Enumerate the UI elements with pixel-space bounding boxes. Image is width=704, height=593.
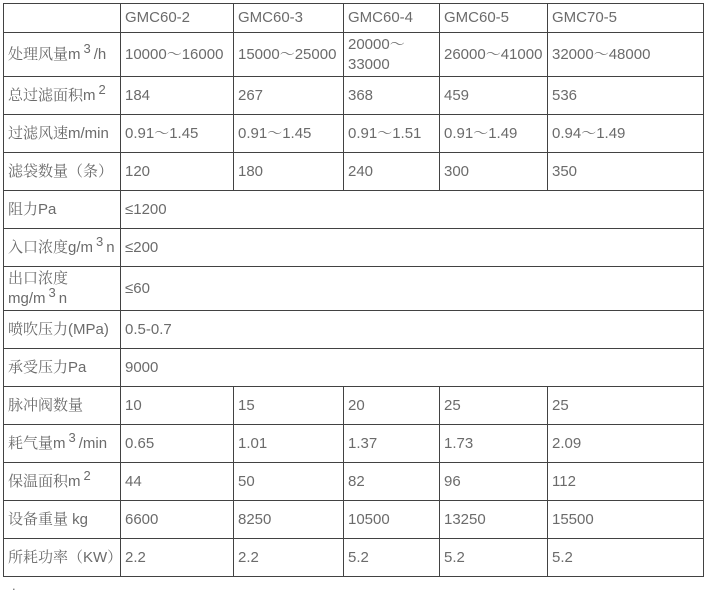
spec-cell: 10	[121, 387, 234, 425]
spec-cell: 50	[234, 463, 344, 501]
row-label	[4, 153, 121, 191]
spec-cell: 15	[234, 387, 344, 425]
spec-cell: 5.2	[440, 539, 548, 577]
spec-cell: 20000～33000	[344, 33, 440, 77]
spec-cell: 2.2	[234, 539, 344, 577]
column-header: GMC60-5	[440, 4, 548, 33]
spec-table	[3, 3, 704, 577]
spec-cell: 82	[344, 463, 440, 501]
spec-row	[4, 463, 704, 501]
spec-row	[4, 115, 704, 153]
spec-cell: 96	[440, 463, 548, 501]
row-label	[4, 229, 121, 267]
row-label-text: 所耗功率（KW）	[8, 548, 123, 566]
spec-cell: 44	[121, 463, 234, 501]
row-label-text: 承受压力Pa	[8, 358, 87, 376]
spec-cell-span: ≤200	[121, 229, 704, 267]
spec-row	[4, 229, 704, 267]
spec-cell: 20	[344, 387, 440, 425]
row-label-text: 滤袋数量（条）	[8, 162, 114, 180]
row-label-text: 保温面积m	[8, 472, 81, 490]
spec-row	[4, 33, 704, 77]
spec-cell: 15500	[548, 501, 704, 539]
row-label	[4, 501, 121, 539]
superscript: 2	[98, 81, 106, 97]
row-label	[4, 267, 121, 311]
row-label-text: 出口浓度mg/m	[8, 270, 69, 307]
spec-row	[4, 501, 704, 539]
spec-cell: 536	[548, 77, 704, 115]
row-label-text: 喷吹压力(MPa)	[8, 320, 109, 338]
row-label	[4, 311, 121, 349]
spec-row	[4, 387, 704, 425]
row-label-unit: /min	[78, 434, 108, 452]
spec-cell: 1.37	[344, 425, 440, 463]
spec-cell: 2.2	[121, 539, 234, 577]
column-header: GMC60-3	[234, 4, 344, 33]
spec-cell: 26000～41000	[440, 33, 548, 77]
cutoff-text-below-table: .	[12, 578, 16, 593]
row-label	[4, 539, 121, 577]
column-header: GMC60-2	[121, 4, 234, 33]
spec-cell: 0.94～1.49	[548, 115, 704, 153]
spec-cell: 32000～48000	[548, 33, 704, 77]
spec-cell: 368	[344, 77, 440, 115]
spec-cell: 8250	[234, 501, 344, 539]
spec-cell: 6600	[121, 501, 234, 539]
row-label-unit: /h	[93, 45, 107, 63]
header-row	[4, 4, 704, 33]
superscript: 2	[83, 467, 91, 483]
spec-row	[4, 539, 704, 577]
spec-row	[4, 349, 704, 387]
row-label-text: 过滤风速m/min	[8, 124, 109, 142]
spec-cell: 25	[548, 387, 704, 425]
spec-cell: 184	[121, 77, 234, 115]
row-label-text: 脉冲阀数量	[8, 396, 84, 414]
spec-row	[4, 153, 704, 191]
spec-cell: 0.91～1.51	[344, 115, 440, 153]
spec-cell-span: 0.5-0.7	[121, 311, 704, 349]
column-header: GMC60-4	[344, 4, 440, 33]
spec-row	[4, 311, 704, 349]
row-label	[4, 425, 121, 463]
superscript: 3	[83, 40, 91, 56]
row-label	[4, 191, 121, 229]
superscript: 3	[68, 429, 76, 445]
row-label	[4, 463, 121, 501]
row-label-text: 总过滤面积m	[8, 86, 96, 104]
spec-row	[4, 425, 704, 463]
spec-cell-span: ≤60	[121, 267, 704, 311]
superscript: 3	[96, 233, 104, 249]
row-label	[4, 349, 121, 387]
spec-cell: 300	[440, 153, 548, 191]
spec-cell: 267	[234, 77, 344, 115]
spec-cell: 13250	[440, 501, 548, 539]
spec-cell: 240	[344, 153, 440, 191]
spec-cell: 0.65	[121, 425, 234, 463]
spec-cell: 1.01	[234, 425, 344, 463]
spec-cell: 5.2	[548, 539, 704, 577]
row-label-text: 耗气量m	[8, 434, 66, 452]
spec-cell: 112	[548, 463, 704, 501]
spec-row	[4, 267, 704, 311]
row-label-text: 处理风量m	[8, 45, 81, 63]
row-label	[4, 387, 121, 425]
spec-cell: 0.91～1.45	[121, 115, 234, 153]
spec-cell-span: ≤1200	[121, 191, 704, 229]
row-label-unit: n	[106, 238, 115, 256]
row-label-text: 设备重量 kg	[8, 510, 89, 528]
spec-cell: 25	[440, 387, 548, 425]
spec-cell: 180	[234, 153, 344, 191]
corner-cell	[4, 4, 121, 33]
spec-cell: 350	[548, 153, 704, 191]
spec-cell: 10500	[344, 501, 440, 539]
spec-cell: 459	[440, 77, 548, 115]
spec-cell: 15000～25000	[234, 33, 344, 77]
row-label-text: 阻力Pa	[8, 200, 57, 218]
spec-cell: 2.09	[548, 425, 704, 463]
column-header: GMC70-5	[548, 4, 704, 33]
spec-row	[4, 77, 704, 115]
row-label	[4, 115, 121, 153]
spec-cell: 0.91～1.49	[440, 115, 548, 153]
row-label-text: 入口浓度g/m	[8, 238, 94, 256]
spec-cell: 10000～16000	[121, 33, 234, 77]
spec-cell: 1.73	[440, 425, 548, 463]
spec-cell: 120	[121, 153, 234, 191]
spec-row	[4, 191, 704, 229]
spec-cell: 0.91～1.45	[234, 115, 344, 153]
row-label	[4, 77, 121, 115]
row-label	[4, 33, 121, 77]
row-label-unit: n	[58, 289, 68, 307]
spec-cell-span: 9000	[121, 349, 704, 387]
superscript: 3	[48, 284, 56, 300]
spec-cell: 5.2	[344, 539, 440, 577]
